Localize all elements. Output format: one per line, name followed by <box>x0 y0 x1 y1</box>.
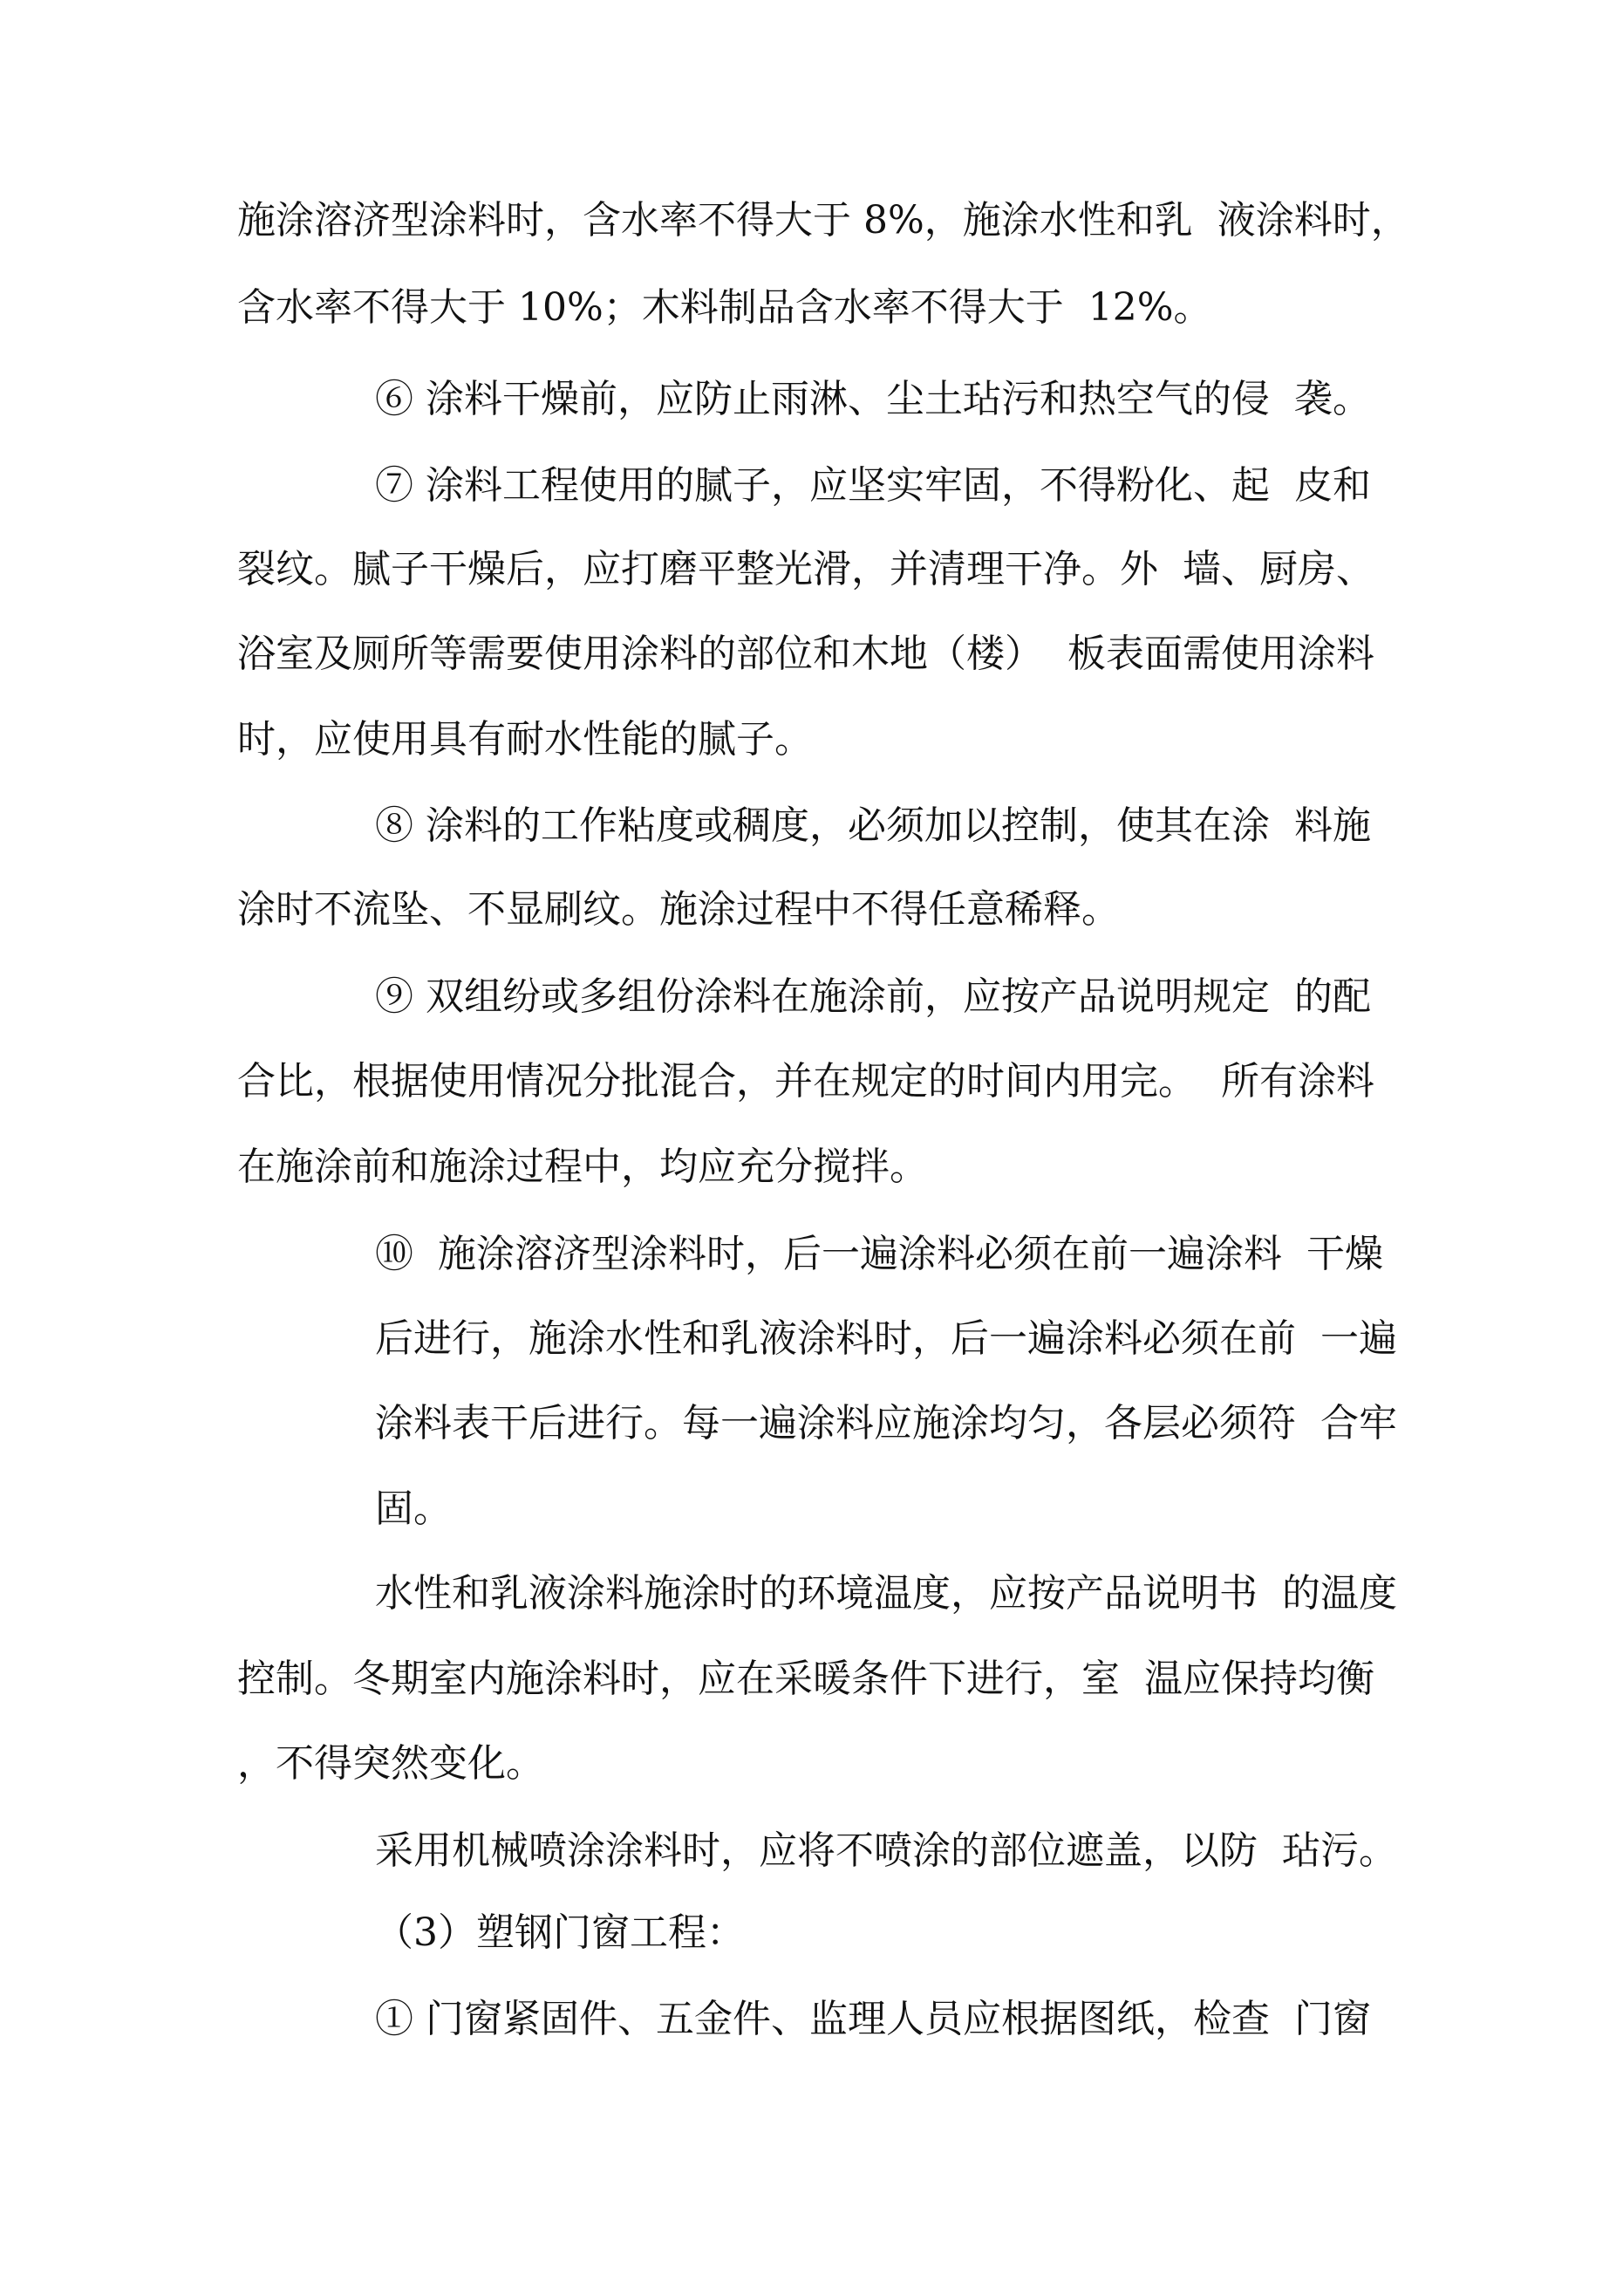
text-line: 时，应使用具有耐水性能的腻子。 <box>237 717 813 762</box>
text-line: 在施涂前和施涂过程中，均应充分搅拌。 <box>237 1145 928 1189</box>
text-line: ① 门窗紧固件、五金件、监理人员应根据图纸，检查 门窗 <box>375 1997 1371 2041</box>
text-line: 控制。冬期室内施涂料时，应在采暖条件下进行，室 温应保持均衡 <box>237 1657 1374 1701</box>
text-line: 采用机械喷涂涂料时，应将不喷涂的部位遮盖，以防 玷污。 <box>375 1828 1397 1873</box>
text-line: ⑧ 涂料的工作粘度或稠度，必须加以控制，使其在涂 料施 <box>375 803 1371 848</box>
text-line: 固。 <box>375 1486 452 1531</box>
text-line: ⑦ 涂料工程使用的腻子，应坚实牢固，不得粉化、起 皮和 <box>375 463 1371 508</box>
text-line: 涂时不流坠、不显刷纹。施涂过程中不得任意稀释。 <box>237 887 1120 932</box>
text-line: ⑥ 涂料干燥前，应防止雨淋、尘土玷污和热空气的侵 袭。 <box>375 377 1371 421</box>
text-line: ，不得突然变化。 <box>237 1741 544 1786</box>
text-line: 浴室及厕所等需要使用涂料的部位和木地（楼） 板表面需使用涂料 <box>237 632 1374 676</box>
text-line: 裂纹。腻子干燥后，应打磨平整光滑，并清理干净。外 墙、厨房、 <box>237 547 1374 591</box>
text-line: ⑩ 施涂溶济型涂料时，后一遍涂料必须在前一遍涂料 干燥 <box>375 1232 1383 1276</box>
text-line: 涂料表干后进行。每一遍涂料应施涂均匀，各层必须符 合牢 <box>375 1401 1397 1445</box>
text-line: 后进行，施涂水性和乳液涂料时，后一遍涂料必须在前 一遍 <box>375 1316 1397 1361</box>
text-line: 施涂溶济型涂料时，含水率不得大于 8%，施涂水性和乳 液涂料时， <box>237 198 1409 243</box>
section-heading: （3）塑钢门窗工程： <box>375 1910 745 1955</box>
text-line: 合比，根据使用情况分批混合，并在规定的时间内用完。 所有涂料 <box>237 1059 1374 1104</box>
text-line: 水性和乳液涂料施涂时的环境温度，应按产品说明书 的温度 <box>375 1571 1397 1616</box>
text-line: 含水率不得大于 10%；木料制品含水率不得大于 12%。 <box>237 285 1212 330</box>
text-line: ⑨ 双组纷或多组份涂料在施涂前，应按产品说明规定 的配 <box>375 974 1371 1019</box>
